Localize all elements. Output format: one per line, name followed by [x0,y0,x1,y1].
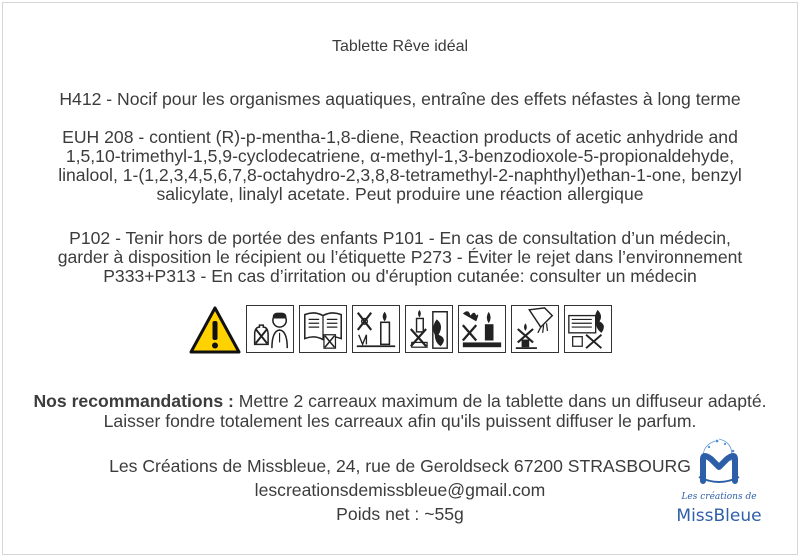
euh-line: 1,5,10-trimethyl-1,5,9-cyclodecatriene, α-methyl-1,3-benzodioxole-5-propionaldehyde, [65,146,735,166]
euh-line: salicylate, linalyl acetate. Peut produire une réaction allergique [156,184,644,204]
logo-brand: MissBleue [676,506,762,526]
keep-away-from-children-icon [246,305,294,353]
precaution-line: garder à disposition le récipient ou l’étiquette P273 - Éviter le rejet dans l’environnement [57,247,743,267]
precaution-line: P102 - Tenir hors de portée des enfants P101 - En cas de consultation d’un médecin, [69,228,731,248]
missbleue-logo [659,435,779,535]
warning-triangle-icon [189,305,241,355]
recommendations-label: Nos recommandations : [33,391,234,411]
company-email: lescreationsdemissbleue@gmail.com [254,480,546,500]
euh-statement [11,128,789,204]
keep-away-from-heat-icon [564,305,612,353]
euh-line: linalool, 1-(1,2,3,4,5,6,7,8-octahydro-2,3,8,8-tetramethyl-2-naphthyl)ethan-1-one, benzyl [58,165,742,185]
hazard-statement: H412 - Nocif pour les organismes aquatiques, entraîne des effets néfastes à long terme [59,89,741,109]
net-weight: Poids net : ~55g [336,504,464,524]
precaution-line: P333+P313 - En cas d’irritation ou d'éruption cutanée: consulter un médecin [103,266,697,286]
precaution-statements [11,229,789,286]
never-leave-burning-unattended-icon [352,305,400,353]
keep-away-from-flammables-icon [405,305,453,353]
euh-line: EUH 208 - contient (R)-p-mentha-1,8-diene, Reaction products of acetic anhydride and [62,127,738,147]
recommendations [11,391,789,431]
company-address: Les Créations de Missbleue, 24, rue de Geroldseck 67200 STRASBOURG [109,456,691,476]
safety-pictograms [3,305,797,355]
product-label [2,2,798,555]
product-title: Tablette Rêve idéal [331,38,469,55]
read-instructions-icon [299,305,347,353]
recommendations-text: Mettre 2 carreaux maximum de la tablette dans un diffuseur adapté. Laisser fondre totalement les carreaux afin qu'ils puissent diffuser le parfum. [103,391,767,431]
do-not-extinguish-with-water-icon [511,305,559,353]
keep-away-from-draughts-icon [458,305,506,353]
logo-tagline: Les créations de [681,492,757,502]
